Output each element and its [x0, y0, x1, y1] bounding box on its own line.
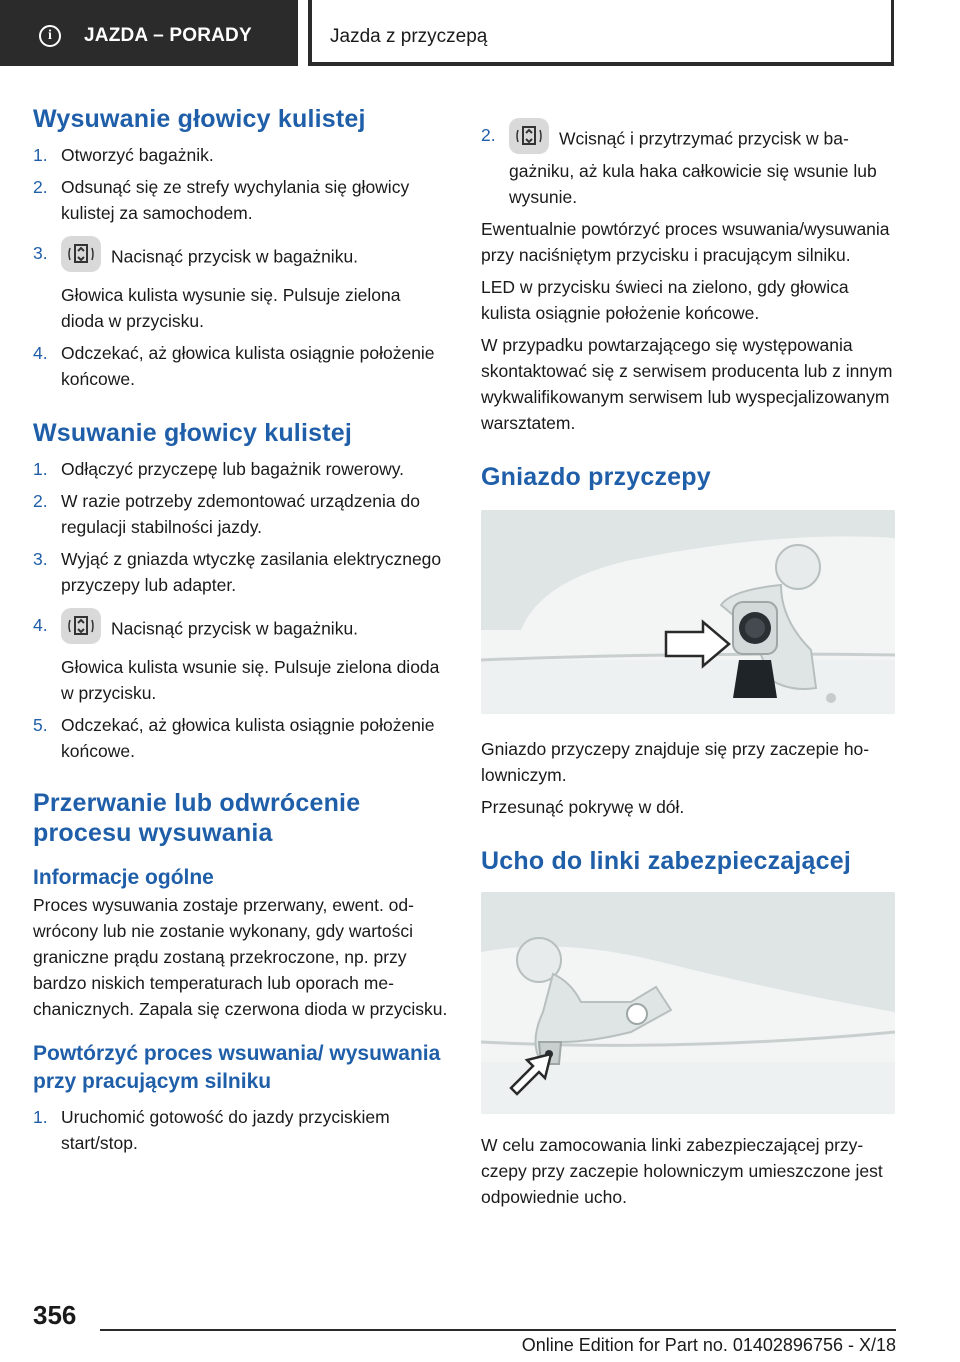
eyelet-text: W celu zamocowania linki zabezpieczającej przyczepy przy zaczepie holowniczym umieszczone jest odpowiednie ucho. — [481, 1135, 883, 1207]
heading-interrupt: Przerwanie lub odwrócenie procesu wysuwania — [33, 789, 361, 847]
list-item: 4. Nacisnąć przycisk w bagażniku. — [33, 612, 448, 648]
list-item: 1. Uruchomić gotowość do jazdy przyciskiem start/stop. — [33, 1107, 390, 1153]
retract-steps-cont — [33, 712, 448, 764]
heading-extending: Wysuwanie głowicy kulistej — [33, 105, 366, 133]
step3-note: Głowica kulista wysunie się. Pulsuje zielona dioda w przycisku. — [61, 285, 401, 331]
repeat-steps — [33, 1104, 448, 1156]
list-item: 1. Odłączyć przyczepę lub bagażnik rowerowy. — [33, 459, 405, 479]
list-item: 3. Wyjąć z gniazda wtyczkę zasilania elektrycznego przyczepy lub adapter. — [33, 549, 442, 595]
list-item: 2. W razie potrzeby zdemontować urządzenia do regulacji stabilności jazdy. — [33, 491, 420, 537]
safety-eyelet-image — [481, 892, 895, 1114]
page-number: 356 — [33, 1300, 77, 1330]
heading-socket: Gniazdo przyczepy — [481, 463, 711, 491]
list-item: 2. Wcisnąć i przytrzymać przycisk w bagażniku, aż kula haka całkowicie się wsunie lub wysunie. — [481, 122, 897, 210]
socket-text-2: Przesunąć pokrywę w dół. — [481, 797, 685, 817]
trunk-button-icon — [61, 608, 101, 644]
paragraph: LED w przycisku świeci na zielono, gdy głowica kulista osiągnie położenie końcowe. — [481, 277, 849, 323]
list-item: 2. Odsunąć się ze strefy wychylania się głowicy kulistej za samochodem. — [33, 177, 410, 223]
trailer-socket-image — [481, 510, 895, 714]
subheading-repeat: Powtórzyć proces wsuwania/ wysuwania przy pracującym silniku — [33, 1042, 441, 1093]
step4-note: Głowica kulista wsunie się. Pulsuje zielona dioda w przycisku. — [61, 657, 440, 703]
chapter-title: Jazda z przyczepą — [330, 26, 488, 47]
header-underline — [312, 62, 894, 66]
paragraph: Ewentualnie powtórzyć proces wsuwania/wysuwania przy naciśniętym przycisku i pracującym silniku. — [481, 219, 890, 265]
section-title: JAZDA – PORADY — [84, 25, 252, 46]
footer-rule — [100, 1329, 896, 1331]
extend-steps-cont — [33, 340, 448, 392]
paragraph: W przypadku powtarzającego się występowania skontaktować się z serwisem producenta lub z innym wykwalifikowanym serwisem lub wyspecjalizowanym warsztatem. — [481, 335, 893, 433]
trunk-button-icon — [61, 236, 101, 272]
right-column — [481, 100, 897, 1210]
retract-steps — [33, 456, 448, 648]
heading-eyelet: Ucho do linki zabezpieczającej — [481, 847, 852, 875]
subheading-general: Informacje ogólne — [33, 866, 214, 889]
socket-text-1: Gniazdo przyczepy znajduje się przy zaczepie holowniczym. — [481, 739, 870, 785]
list-item: 5. Odczekać, aż głowica kulista osiągnie położenie końcowe. — [33, 715, 435, 761]
header-right-edge — [891, 0, 894, 66]
general-info-text: Proces wysuwania zostaje przerwany, ewent. odwrócony lub nie zostanie wykonany, gdy wartości graniczne prądu zostaną przekroczone, np. przy bardzo niskich temperaturach lub oporach mechanicznych. Zapala się czerwona dioda w przycisku. — [33, 895, 448, 1019]
list-item: 3. Nacisnąć przycisk w bagażniku. — [33, 240, 448, 276]
trunk-button-icon — [509, 118, 549, 154]
left-column — [33, 100, 448, 1156]
repeat-steps-cont — [481, 122, 897, 210]
list-item: 1. Otworzyć bagażnik. — [33, 145, 214, 165]
header-divider — [308, 0, 312, 66]
heading-retracting: Wsuwanie głowicy kulistej — [33, 419, 352, 447]
extend-steps — [33, 142, 448, 276]
section-tab — [0, 0, 298, 66]
list-item: 4. Odczekać, aż głowica kulista osiągnie położenie końcowe. — [33, 343, 435, 389]
edition-text: Online Edition for Part no. 01402896756 - X/18 — [521, 1335, 896, 1355]
info-icon: i — [39, 25, 61, 47]
